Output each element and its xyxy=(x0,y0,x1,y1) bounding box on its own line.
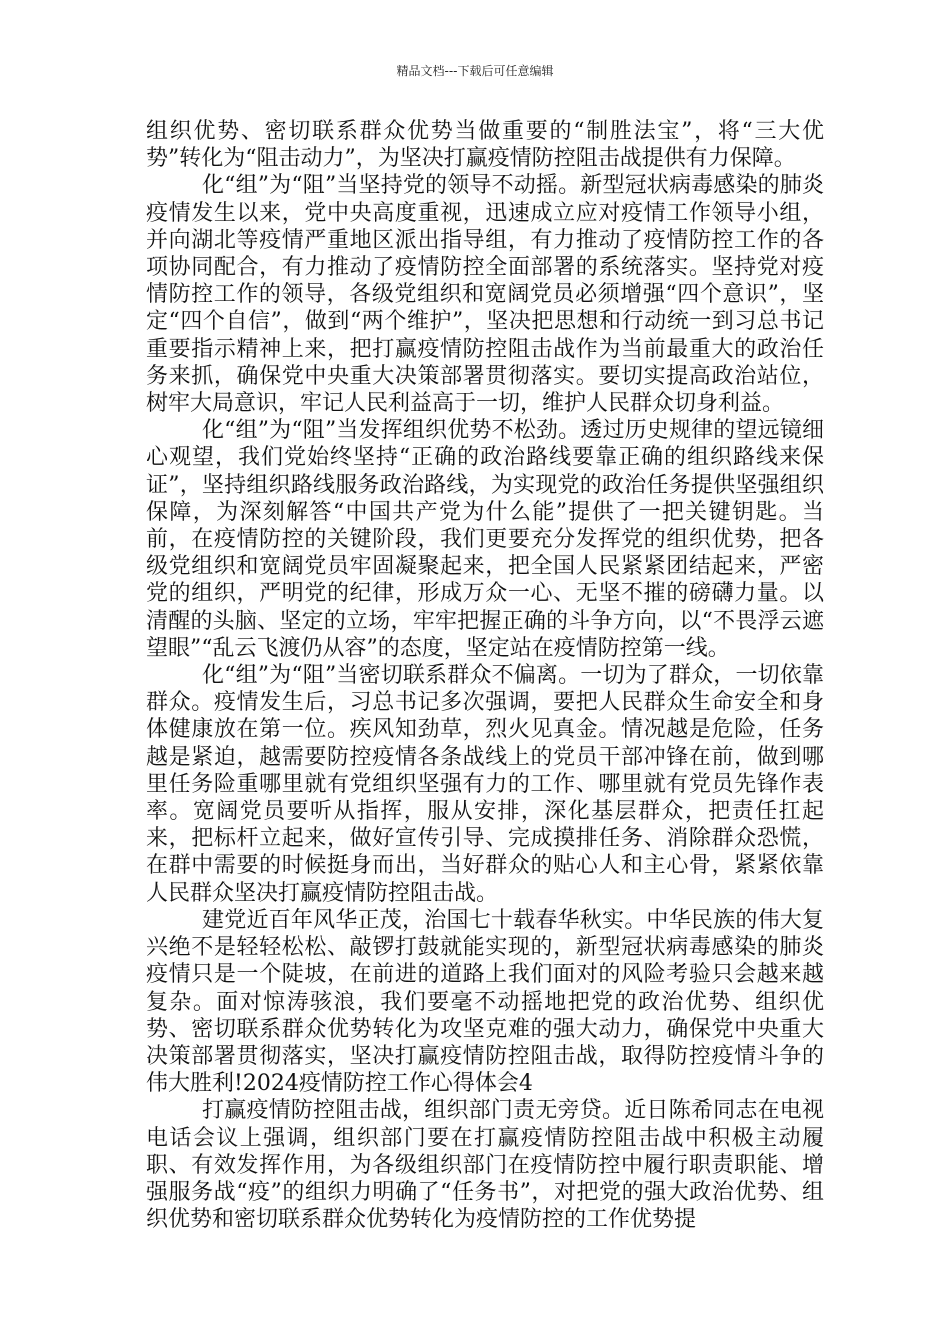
paragraph-2: 化“组”为“阻”当坚持党的领导不动摇。新型冠状病毒感染的肺炎疫情发生以来，党中央高度重视，迅速成立应对疫情工作领导小组，并向湖北等疫情严重地区派出指导组，有力推动了疫情防控工作的各项协同配合，有力推动了疫情防控全面部署的系统落实。坚持党对疫情防控工作的领导，各级党组织和宽阔党员必须增强“四个意识”，坚定“四个自信”，做到“两个维护”，坚决把思想和行动统一到习总书记重要指示精神上来，把打赢疫情防控阻击战作为当前最重大的政治任务来抓，确保党中央重大决策部署贯彻落实。要切实提高政治站位，树牢大局意识，牢记人民利益高于一切，维护人民群众切身利益。 xyxy=(146,173,824,417)
paragraph-3: 化“组”为“阻”当发挥组织优势不松劲。透过历史规律的望远镜细心观望，我们党始终坚持“正确的政治路线要靠正确的组织路线来保证”，坚持组织路线服务政治路线，为实现党的政治任务提供坚强组织保障，为深刻解答“中国共产党为什么能”提供了一把关键钥匙。当前，在疫情防控的关键阶段，我们更要充分发挥党的组织优势，把各级党组织和宽阔党员牢固凝聚起来，把全国人民紧紧团结起来，严密党的组织，严明党的纪律，形成万众一心、无坚不摧的磅礴力量。以清醒的头脑、坚定的立场，牢牢把握正确的斗争方向，以“不畏浮云遮望眼”“乱云飞渡仍从容”的态度，坚定站在疫情防控第一线。 xyxy=(146,418,824,661)
paragraph-6: 打赢疫情防控阻击战，组织部门责无旁贷。近日陈希同志在电视电话会议上强调，组织部门要在打赢疫情防控阻击战中积极主动履职、有效发挥作用，为各级组织部门在疫情防控中履行职责职能、增强服务战“疫”的组织力明确了“任务书”，对把党的强大政治优势、组织优势和密切联系群众优势转化为疫情防控的工作优势提 xyxy=(146,1098,824,1233)
page-header: 精品文档---下载后可任意编辑 xyxy=(396,64,554,78)
document-body xyxy=(146,118,824,1233)
paragraph-1: 组织优势、密切联系群众优势当做重要的“制胜法宝”，将“三大优势”转化为“阻击动力”，为坚决打赢疫情防控阻击战提供有力保障。 xyxy=(146,119,824,172)
paragraph-5: 建党近百年风华正茂，治国七十载春华秋实。中华民族的伟大复兴绝不是轻轻松松、敲锣打鼓就能实现的，新型冠状病毒感染的肺炎疫情只是一个陡坡，在前进的道路上我们面对的风险考验只会越来越复杂。面对惊涛骇浪，我们要毫不动摇地把党的政治优势、组织优势、密切联系群众优势转化为攻坚克难的强大动力，确保党中央重大决策部署贯彻落实，坚决打赢疫情防控阻击战，取得防控疫情斗争的伟大胜利!2024疫情防控工作心得体会4 xyxy=(146,907,824,1097)
paragraph-4: 化“组”为“阻”当密切联系群众不偏离。一切为了群众，一切依靠群众。疫情发生后，习总书记多次强调，要把人民群众生命安全和身体健康放在第一位。疾风知劲草，烈火见真金。情况越是危险，任务越是紧迫，越需要防控疫情各条战线上的党员干部冲锋在前，做到哪里任务险重哪里就有党组织坚强有力的工作、哪里就有党员先锋作表率。宽阔党员要听从指挥，服从安排，深化基层群众，把责任扛起来，把标杆立起来，做好宣传引导、完成摸排任务、消除群众恐慌，在群中需要的时候挺身而出，当好群众的贴心人和主心骨，紧紧依靠人民群众坚决打赢疫情防控阻击战。 xyxy=(146,663,824,906)
